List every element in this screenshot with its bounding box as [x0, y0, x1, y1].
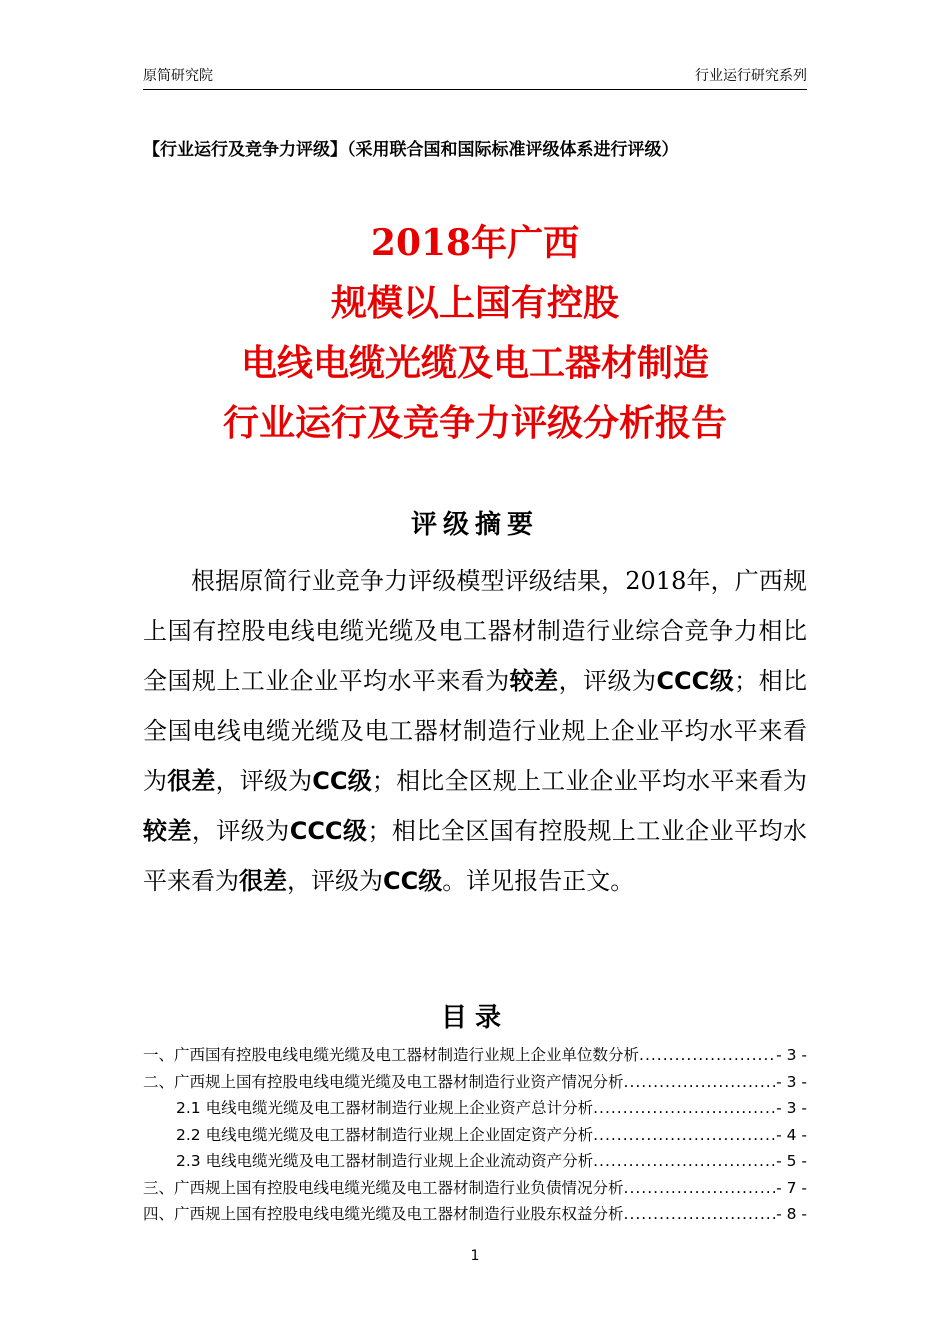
summary-text: 。详见报告正文。: [442, 867, 635, 895]
summary-text: ；相比全国电线电缆光缆及电工器材制造行业规上企业平均水平来看为: [143, 667, 808, 795]
toc-entry-4[interactable]: [143, 1201, 807, 1228]
summary-text: ，评级为: [287, 867, 383, 895]
toc-entry-page: - 7 -: [776, 1178, 807, 1197]
header-series-name: 行业运行研究系列: [695, 68, 807, 84]
report-title: [0, 213, 950, 453]
toc-entry-page: - 4 -: [776, 1125, 807, 1144]
title-line-2: 规模以上国有控股: [330, 282, 619, 324]
title-line-4: 行业运行及竞争力评级分析报告: [222, 402, 727, 444]
toc-entry-page: - 3 -: [776, 1099, 807, 1117]
toc-leader-dots: [639, 1042, 776, 1069]
summary-paragraph: [143, 556, 807, 906]
toc-leader-dots: [593, 1095, 776, 1122]
toc-leader-dots: [624, 1175, 777, 1202]
rating-verdict: 较差: [143, 817, 192, 845]
toc-leader-dots: [593, 1148, 776, 1175]
toc-heading: 目录: [440, 1003, 509, 1033]
rating-grade: CC级: [383, 867, 443, 895]
toc-leader-dots: [593, 1122, 776, 1149]
toc-entry-3[interactable]: [143, 1175, 807, 1202]
toc-leader-dots: [624, 1069, 777, 1096]
toc-entry-title: 2.2 电线电缆光缆及电工器材制造行业规上企业固定资产分析: [176, 1125, 594, 1144]
toc-entry-title: 三、广西规上国有控股电线电缆光缆及电工器材制造行业负债情况分析: [143, 1178, 624, 1197]
title-line-1: 2018年广西: [370, 222, 580, 264]
summary-text: 根据原简行业竞争力评级模型评级结果，2018年，广西规上国有控股电线电缆光缆及电工器材制造行业综合竞争力相比全国规上工业企业平均水平来看为: [143, 567, 807, 695]
toc-entry-page: - 3 -: [776, 1046, 807, 1064]
toc-entry-title: 二、广西规上国有控股电线电缆光缆及电工器材制造行业资产情况分析: [143, 1072, 624, 1091]
page-number: 1: [470, 1248, 480, 1264]
toc-entry-2-2[interactable]: [143, 1122, 807, 1149]
summary-text: ，评级为: [558, 667, 657, 695]
toc-entry-title: 一、广西国有控股电线电缆光缆及电工器材制造行业规上企业单位数分析: [143, 1046, 640, 1064]
rating-method-line: 【行业运行及竞争力评级】（采用联合国和国际标准评级体系进行评级）: [143, 140, 679, 160]
rating-verdict: 很差: [167, 767, 216, 795]
table-of-contents: [143, 1042, 807, 1228]
summary-heading: 评级摘要: [410, 510, 539, 540]
toc-entry-title: 2.1 电线电缆光缆及电工器材制造行业规上企业资产总计分析: [176, 1099, 594, 1117]
toc-entry-page: - 3 -: [776, 1072, 807, 1091]
page-header: [143, 63, 807, 90]
toc-entry-2-1[interactable]: [143, 1095, 807, 1122]
toc-entry-page: - 8 -: [776, 1205, 807, 1223]
toc-entry-1[interactable]: [143, 1042, 807, 1069]
header-org-name: 原简研究院: [143, 68, 213, 84]
rating-verdict: 较差: [509, 667, 559, 695]
toc-entry-2[interactable]: [143, 1069, 807, 1096]
toc-leader-dots: [624, 1201, 777, 1228]
rating-grade: CCC级: [656, 667, 735, 695]
rating-verdict: 很差: [239, 867, 287, 895]
rating-grade: CC级: [312, 767, 372, 795]
title-line-3: 电线电缆光缆及电工器材制造: [240, 342, 709, 384]
toc-entry-title: 2.3 电线电缆光缆及电工器材制造行业规上企业流动资产分析: [176, 1152, 594, 1170]
summary-text: ，评级为: [215, 767, 313, 795]
summary-text: ；相比全区规上工业企业平均水平来看为: [371, 767, 808, 795]
rating-grade: CCC级: [289, 817, 368, 845]
toc-entry-title: 四、广西规上国有控股电线电缆光缆及电工器材制造行业股东权益分析: [143, 1205, 624, 1223]
summary-text: ，评级为: [191, 817, 290, 845]
toc-entry-page: - 5 -: [776, 1152, 807, 1170]
toc-entry-2-3[interactable]: [143, 1148, 807, 1175]
summary-text: ；相比全区国有控股规上工业企业平均水平来看为: [143, 817, 808, 895]
